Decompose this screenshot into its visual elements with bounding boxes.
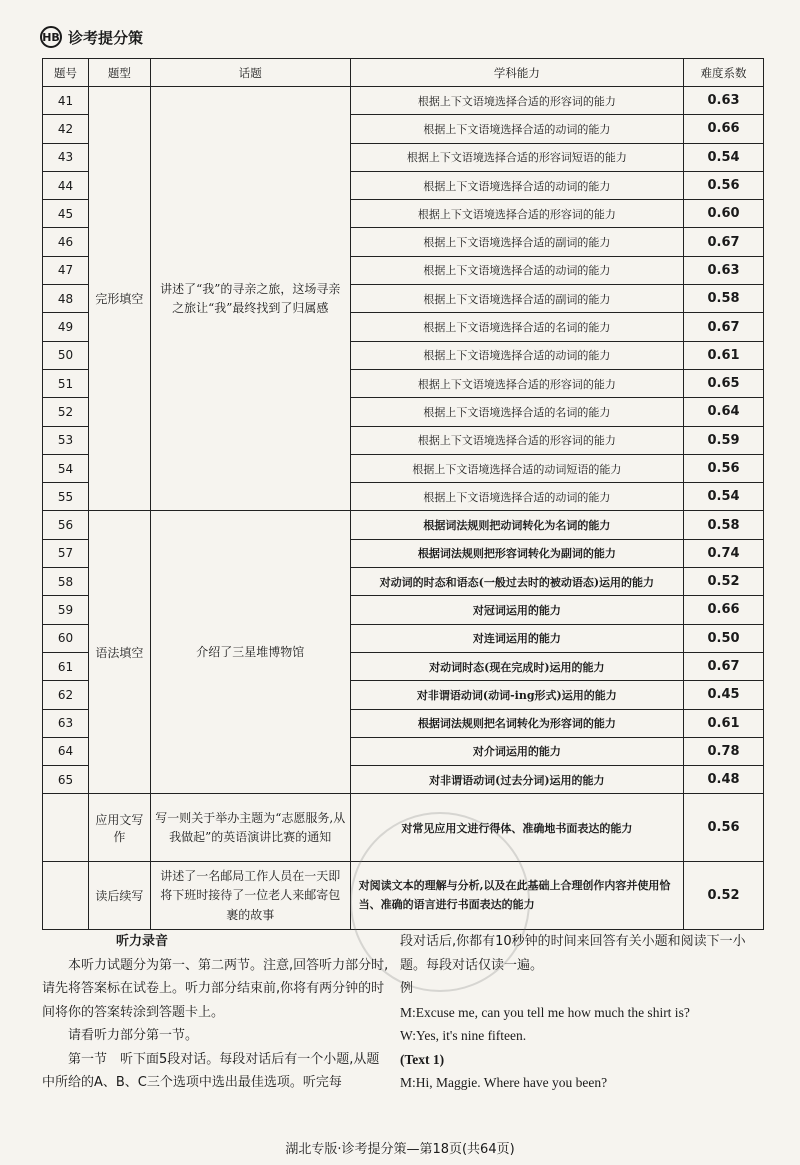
difficulty-cell: 0.45 [684,681,764,709]
page-footer: 湖北专版·诊考提分策—第18页(共64页) [285,1142,515,1157]
ability-cell: 对动词时态(现在完成时)运用的能力 [350,652,683,680]
ability-cell: 根据上下文语境选择合适的动词短语的能力 [350,454,683,482]
difficulty-cell: 0.52 [684,862,764,930]
ability-cell: 根据上下文语境选择合适的名词的能力 [350,398,683,426]
text1-label: (Text 1) [400,1051,445,1067]
example-line-w: W:Yes, it's nine fifteen. [400,1028,527,1043]
ability-cell: 对阅读文本的理解与分析,以及在此基础上合理创作内容并使用恰当、准确的语言进行书面表达的能力 [350,862,683,930]
question-number: 64 [43,737,89,765]
question-number: 63 [43,709,89,737]
table-row-writing [43,794,764,862]
listening-section [42,930,764,1140]
question-number: 61 [43,652,89,680]
question-number: 52 [43,398,89,426]
question-number: 62 [43,681,89,709]
difficulty-cell: 0.59 [684,426,764,454]
question-number: 53 [43,426,89,454]
question-number: 55 [43,483,89,511]
question-number: 56 [43,511,89,539]
question-number-empty [43,862,89,930]
ability-cell: 根据上下文语境选择合适的名词的能力 [350,313,683,341]
col-header-topic: 话题 [150,59,350,87]
listening-title: 听力录音 [115,934,168,949]
question-type-writing: 应用文写作 [88,794,150,862]
ability-cell: 根据上下文语境选择合适的形容词的能力 [350,369,683,397]
difficulty-cell: 0.56 [684,454,764,482]
col-header-ability: 学科能力 [350,59,683,87]
ability-cell: 根据上下文语境选择合适的副词的能力 [350,285,683,313]
ability-cell: 根据上下文语境选择合适的动词的能力 [350,171,683,199]
difficulty-cell: 0.61 [684,709,764,737]
question-number: 42 [43,115,89,143]
question-number: 51 [43,369,89,397]
col-header-type: 题型 [88,59,150,87]
difficulty-cell: 0.54 [684,483,764,511]
table-row-continuation [43,862,764,930]
difficulty-cell: 0.63 [684,87,764,115]
ability-cell: 根据词法规则把形容词转化为副词的能力 [350,539,683,567]
question-number: 43 [43,143,89,171]
ability-cell: 根据上下文语境选择合适的形容词的能力 [350,426,683,454]
ability-cell: 根据上下文语境选择合适的动词的能力 [350,483,683,511]
difficulty-table [42,58,764,930]
difficulty-cell: 0.63 [684,256,764,284]
section-one-text: 第一节 听下面5段对话。每段对话后有一个小题,从题中所给的A、B、C三个选项中选出最佳选项。听完每 [42,1051,380,1090]
listening-right-column [400,930,764,1095]
difficulty-cell: 0.56 [684,171,764,199]
difficulty-cell: 0.56 [684,794,764,862]
difficulty-cell: 0.78 [684,737,764,765]
listening-intro: 本听力试题分为第一、第二两节。注意,回答听力部分时,请先将答案标在试卷上。听力部分结束前,你将有两分钟的时间将你的答案转涂到答题卡上。 [42,957,389,1020]
question-number: 65 [43,766,89,794]
difficulty-cell: 0.48 [684,766,764,794]
question-number: 60 [43,624,89,652]
topic-writing: 写一则关于举办主题为“志愿服务,从我做起”的英语演讲比赛的通知 [150,794,350,862]
difficulty-cell: 0.54 [684,143,764,171]
ability-cell: 根据上下文语境选择合适的副词的能力 [350,228,683,256]
ability-cell: 对介词运用的能力 [350,737,683,765]
ability-cell: 根据上下文语境选择合适的动词的能力 [350,115,683,143]
question-number-empty [43,794,89,862]
page-header [40,22,143,52]
difficulty-cell: 0.74 [684,539,764,567]
question-number: 54 [43,454,89,482]
example-label: 例 [400,981,414,996]
question-number: 48 [43,285,89,313]
question-type-grammar: 语法填空 [88,511,150,794]
question-number: 41 [43,87,89,115]
difficulty-cell: 0.67 [684,313,764,341]
question-number: 45 [43,200,89,228]
ability-cell: 对动词的时态和语态(一般过去时的被动语态)运用的能力 [350,568,683,596]
question-number: 59 [43,596,89,624]
ability-cell: 对常见应用文进行得体、准确地书面表达的能力 [350,794,683,862]
question-type-continuation: 读后续写 [88,862,150,930]
difficulty-cell: 0.50 [684,624,764,652]
difficulty-cell: 0.60 [684,200,764,228]
listening-instruction: 请看听力部分第一节。 [68,1028,199,1043]
col-header-difficulty: 难度系数 [684,59,764,87]
ability-cell: 根据上下文语境选择合适的形容词的能力 [350,200,683,228]
col-header-num: 题号 [43,59,89,87]
question-type-cloze: 完形填空 [88,87,150,511]
table-row [43,87,764,115]
example-line-m: M:Excuse me, can you tell me how much the shirt is? [400,1004,690,1020]
ability-cell: 根据上下文语境选择合适的动词的能力 [350,256,683,284]
table-header-row [43,59,764,87]
question-number: 46 [43,228,89,256]
difficulty-cell: 0.52 [684,568,764,596]
difficulty-cell: 0.65 [684,369,764,397]
question-number: 44 [43,171,89,199]
difficulty-cell: 0.58 [684,285,764,313]
ability-cell: 对非谓语动词(过去分词)运用的能力 [350,766,683,794]
question-number: 57 [43,539,89,567]
difficulty-cell: 0.67 [684,652,764,680]
ability-cell: 根据上下文语境选择合适的动词的能力 [350,341,683,369]
question-number: 49 [43,313,89,341]
difficulty-cell: 0.66 [684,596,764,624]
ability-cell: 根据上下文语境选择合适的形容词的能力 [350,87,683,115]
ability-cell: 根据词法规则把名词转化为形容词的能力 [350,709,683,737]
topic-grammar: 介绍了三星堆博物馆 [150,511,350,794]
question-number: 47 [43,256,89,284]
difficulty-cell: 0.67 [684,228,764,256]
difficulty-cell: 0.64 [684,398,764,426]
difficulty-cell: 0.61 [684,341,764,369]
brand-logo-icon: HB [40,26,62,48]
ability-cell: 对冠词运用的能力 [350,596,683,624]
ability-cell: 根据词法规则把动词转化为名词的能力 [350,511,683,539]
ability-cell: 对连词运用的能力 [350,624,683,652]
ability-cell: 根据上下文语境选择合适的形容词短语的能力 [350,143,683,171]
question-number: 50 [43,341,89,369]
ability-cell: 对非谓语动词(动词-ing形式)运用的能力 [350,681,683,709]
listening-left-column [42,930,392,1095]
header-title: 诊考提分策 [68,28,144,47]
topic-cloze: 讲述了“我”的寻亲之旅，这场寻亲之旅让“我”最终找到了归属感 [150,87,350,511]
section-one-continued: 段对话后,你都有10秒钟的时间来回答有关小题和阅读下一小题。每段对话仅读一遍。 [400,934,746,973]
table-row [43,511,764,539]
text1-line-m: M:Hi, Maggie. Where have you been? [400,1075,608,1090]
difficulty-cell: 0.66 [684,115,764,143]
difficulty-cell: 0.58 [684,511,764,539]
topic-continuation: 讲述了一名邮局工作人员在一天即将下班时接待了一位老人来邮寄包裹的故事 [150,862,350,930]
question-number: 58 [43,568,89,596]
